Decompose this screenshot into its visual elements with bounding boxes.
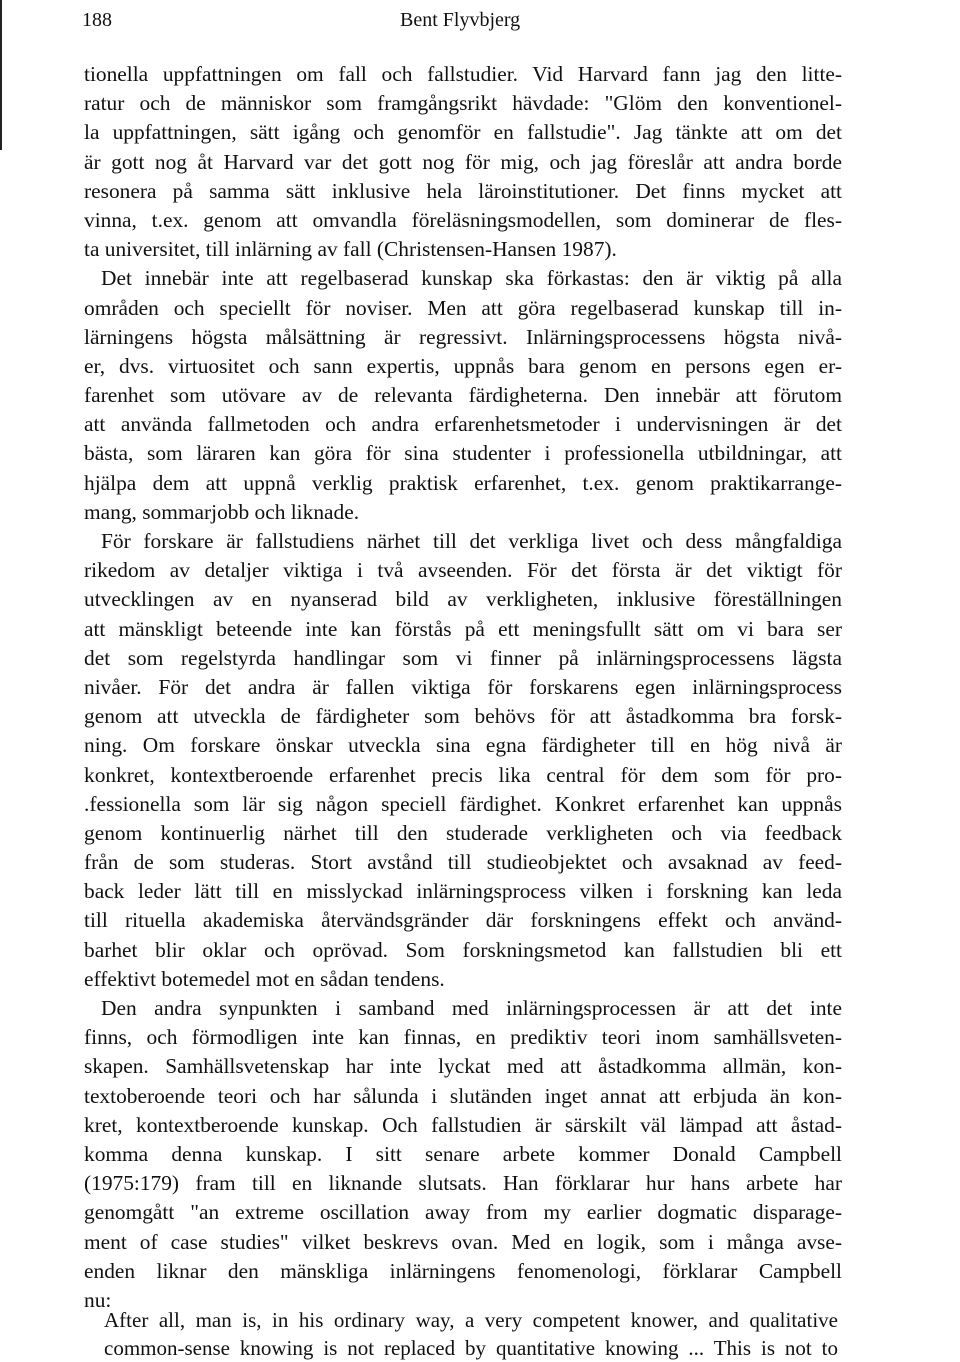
body-line: att mänskligt beteende inte kan förstås på ett meningsfullt sätt om vi bara ser <box>84 616 842 641</box>
body-text <box>84 60 842 1315</box>
body-line: nu: <box>84 1287 112 1312</box>
body-line: finns, och förmodligen inte kan finnas, en prediktiv teori inom samhällsveten- <box>84 1025 842 1050</box>
body-line: lärningens högsta målsättning är regressivt. Inlärningsprocessens högsta nivå- <box>84 324 842 349</box>
body-line: nivåer. För det andra är fallen viktiga för forskarens egen inlärningsprocess <box>84 674 842 699</box>
body-line: la uppfattningen, sätt igång och genomför en fallstudie". Jag tänkte att om det <box>84 120 842 145</box>
body-line: textoberoende teori och har sålunda i slutänden inget annat att erbjuda än kon- <box>84 1083 842 1108</box>
body-line: back leder lätt till en misslyckad inlärningsprocess vilken i forskning kan leda <box>84 879 842 904</box>
body-line: mang, sommarjobb och liknade. <box>84 499 360 524</box>
page-number: 188 <box>82 9 112 31</box>
body-line: effektivt botemedel mot en sådan tendens. <box>84 966 445 991</box>
body-line: från de som studeras. Stort avstånd till studieobjektet och avsaknad av feed- <box>84 850 842 875</box>
body-line: .fessionella som lär sig någon speciell färdighet. Konkret erfarenhet kan uppnås <box>84 791 842 816</box>
body-line: För forskare är fallstudiens närhet till det verkliga livet och dess mångfaldiga <box>101 529 842 553</box>
body-line: genom att utveckla de färdigheter som behövs för att åstadkomma bra forsk- <box>84 704 842 729</box>
body-line: konkret, kontextberoende erfarenhet precis lika central för dem som för pro- <box>84 762 842 787</box>
body-line: komma denna kunskap. I sitt senare arbete kommer Donald Campbell <box>84 1141 842 1166</box>
body-line: tionella uppfattningen om fall och fallstudier. Vid Harvard fann jag den litte- <box>84 62 842 86</box>
body-line: barhet blir oklar och oprövad. Som forskningsmetod kan fallstudien bli ett <box>84 937 842 962</box>
body-line: genomgått "an extreme oscillation away from my earlier dogmatic disparage- <box>84 1200 842 1225</box>
body-line: ratur och de människor som framgångsrikt hävdade: "Glöm den konventionel- <box>84 91 842 116</box>
quote-line: After all, man is, in his ordinary way, a very competent knower, and qualitative <box>104 1308 838 1332</box>
body-line: ment of case studies" vilket beskrevs ovan. Med en logik, som i många avse- <box>84 1229 842 1254</box>
block-quote <box>104 1306 838 1362</box>
body-line: utvecklingen av en nyanserad bild av verkligheten, inklusive föreställningen <box>84 587 842 612</box>
page-header <box>82 8 826 32</box>
body-line: Den andra synpunkten i samband med inlärningsprocessen är att det inte <box>101 996 842 1020</box>
body-line: områden och speciellt för noviser. Men att göra regelbaserad kunskap till in- <box>84 295 842 320</box>
body-line: ning. Om forskare önskar utveckla sina egna färdigheter till en hög nivå är <box>84 733 842 758</box>
left-margin-rule <box>0 0 2 150</box>
running-head-author: Bent Flyvbjerg <box>400 9 521 31</box>
body-line: (1975:179) fram till en liknande slutsats. Han förklarar hur hans arbete har <box>84 1171 842 1196</box>
body-line: hjälpa dem att uppnå verklig praktisk erfarenhet, t.ex. genom praktikarrange- <box>84 470 842 495</box>
body-line: rikedom av detaljer viktiga i två avseenden. För det första är det viktigt för <box>84 558 842 583</box>
body-line: till rituella akademiska återvändsgränder där forskningens effekt och använd- <box>84 908 842 933</box>
body-line: bästa, som läraren kan göra för sina studenter i professionella utbildningar, att <box>84 441 842 466</box>
body-line: det som regelstyrda handlingar som vi finner på inlärningsprocessens lägsta <box>84 645 842 670</box>
body-line: ta universitet, till inlärning av fall (Christensen-Hansen 1987). <box>84 237 617 262</box>
body-line: Det innebär inte att regelbaserad kunskap ska förkastas: den är viktig på alla <box>101 266 842 291</box>
body-line: enden liknar den mänskliga inlärningens fenomenologi, förklarar Campbell <box>84 1258 842 1283</box>
body-line: farenhet som utövare av de relevanta färdigheterna. Den innebär att förutom <box>84 383 842 408</box>
quote-line: common-sense knowing is not replaced by quantitative knowing ... This is not to <box>104 1336 838 1360</box>
body-line: vinna, t.ex. genom att omvandla föreläsningsmodellen, som dominerar de fles- <box>84 207 842 232</box>
body-line: skapen. Samhällsvetenskap har inte lyckat med att åstadkomma allmän, kon- <box>84 1054 842 1079</box>
body-line: er, dvs. virtuositet och sann expertis, uppnås bara genom en persons egen er- <box>84 353 842 378</box>
body-line: resonera på samma sätt inklusive hela läroinstitutioner. Det finns mycket att <box>84 178 842 203</box>
body-line: kret, kontextberoende kunskap. Och fallstudien är särskilt väl lämpad att åstad- <box>84 1112 842 1137</box>
body-line: att använda fallmetoden och andra erfarenhetsmetoder i undervisningen är det <box>84 412 842 437</box>
body-line: är gott nog åt Harvard var det gott nog för mig, och jag föreslår att andra borde <box>84 149 842 174</box>
body-line: genom kontinuerlig närhet till den studerade verkligheten och via feedback <box>84 820 842 845</box>
